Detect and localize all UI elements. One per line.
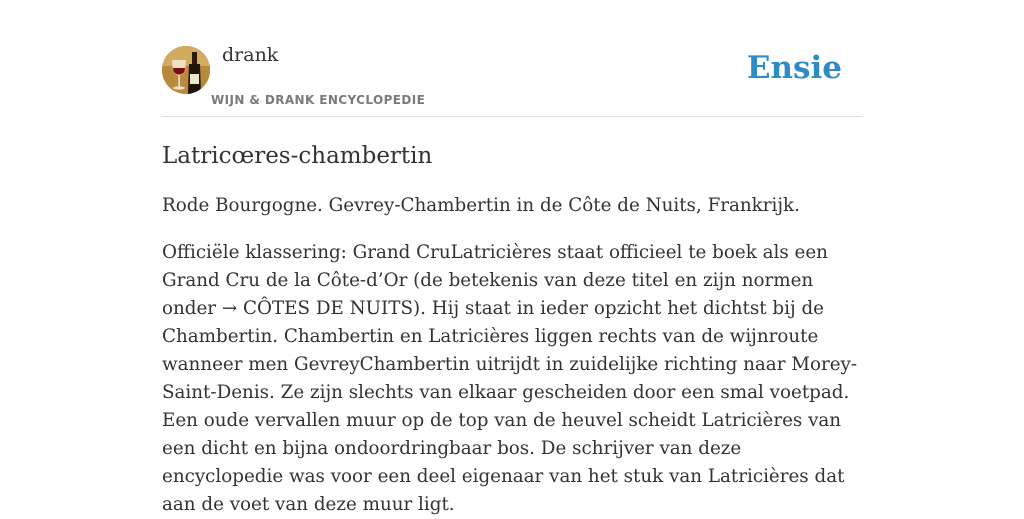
avatar[interactable] <box>162 46 210 94</box>
header <box>162 0 862 117</box>
site-subtitle: WIJN & DRANK ENCYCLOPEDIE <box>211 93 426 107</box>
article-paragraph: Rode Bourgogne. Gevrey-Chambertin in de Côte de Nuits, Frankrijk. <box>162 195 800 216</box>
article-paragraph: Officiële klassering: Grand CruLatricières staat officieel te boek als een Grand Cru de la Côte-d’Or (de betekenis van deze titel en zijn normen onder → CÔTES DE NUITS). Hij staat in ieder opzicht het dichtst bij de Chambertin. Chambertin en Latricières liggen rechts van de wijnroute wanneer men GevreyChambertin uitrijdt in zuidelijke richting naar Morey-Saint-Denis. Ze zijn slechts van elkaar gescheiden door een smal voetpad. Een oude vervallen muur op de top van de heuvel scheidt Latricières van een dicht en bijna ondoordringbaar bos. De schrijver van deze encyclopedie was voor een deel eigenaar van het stuk van Latricières dat aan de voet van deze muur ligt. <box>162 242 858 515</box>
wine-glass-bottle-icon <box>162 46 210 94</box>
brand-logo-link[interactable]: Ensie <box>746 50 842 86</box>
page <box>162 0 862 519</box>
category-link[interactable]: drank <box>222 44 279 66</box>
page-title: Latricœres-chambertin <box>162 143 433 169</box>
